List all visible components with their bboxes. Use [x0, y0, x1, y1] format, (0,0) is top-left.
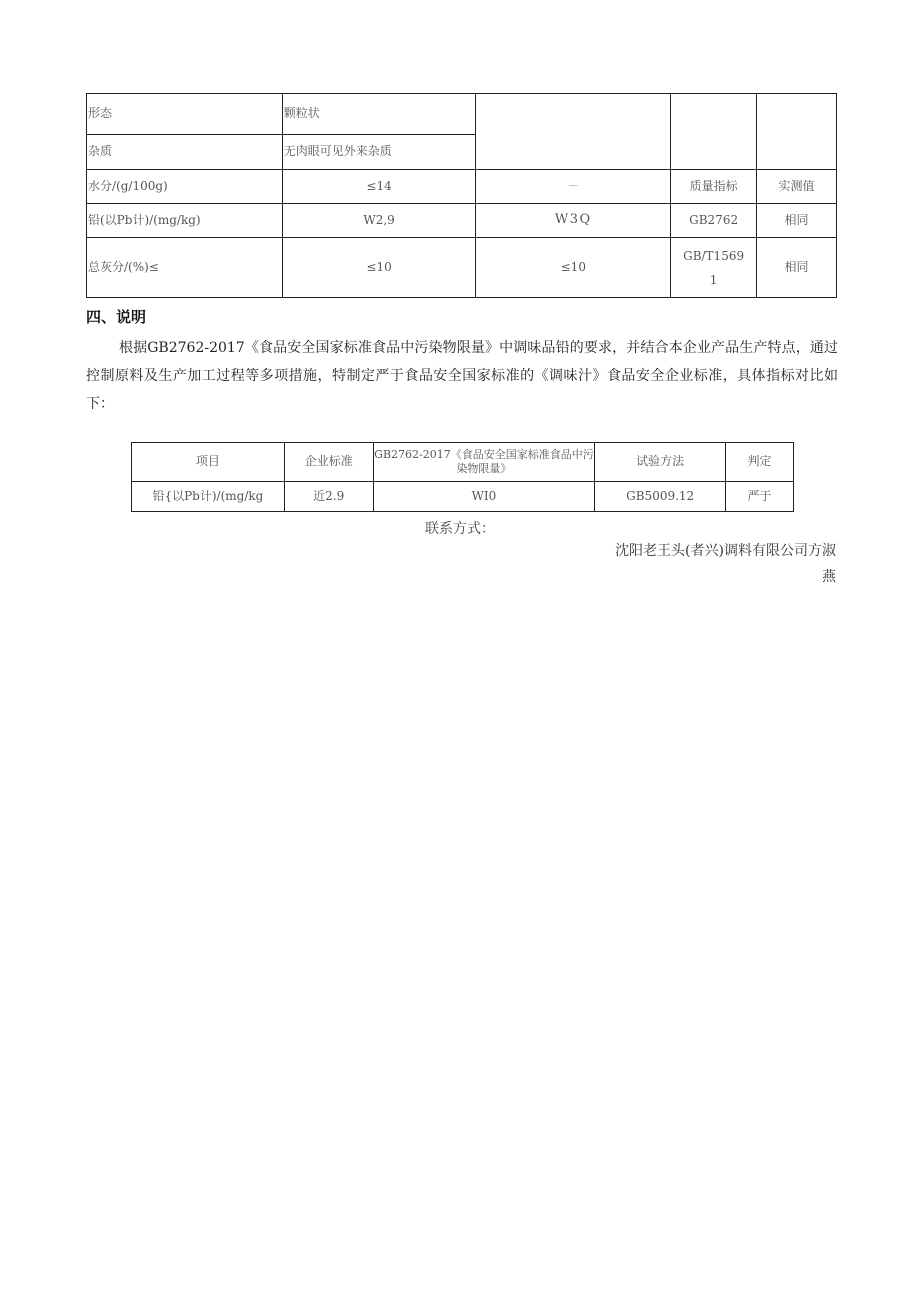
header-judgement: 判定 — [726, 443, 794, 482]
header-enterprise: 企业标准 — [284, 443, 373, 482]
table-row — [87, 204, 837, 238]
cell-result: 相同 — [757, 238, 837, 298]
cell-enterprise: 近2.9 — [284, 482, 373, 512]
section-paragraph: 根据GB2762-2017《食品安全国家标准食品中污染物限量》中调味品铅的要求，并结合本企业产品生产特点，通过控制原料及生产加工过程等多项措施，特制定严于食品安全国家标准的《调味汁》食品安全企业标准，具体指标对比如下： — [86, 340, 838, 412]
table-row — [87, 238, 837, 298]
cell-national: ≤10 — [476, 238, 671, 298]
standards-table — [86, 93, 837, 298]
cell-enterprise: W2,9 — [282, 204, 476, 238]
cell-method: 质量指标 — [671, 170, 757, 204]
cell-method: GB5009.12 — [595, 482, 726, 512]
cell-enterprise: ≤14 — [282, 170, 476, 204]
cell-judgement: 严于 — [726, 482, 794, 512]
cell-item: 铅{以Pb计)/(mg/kg — [132, 482, 285, 512]
cell-enterprise: ≤10 — [282, 238, 476, 298]
cell-item: 总灰分/(%)≤ — [87, 238, 283, 298]
cell-empty — [757, 94, 837, 170]
cell-enterprise: 无肉眼可见外来杂质 — [282, 135, 476, 170]
section-heading: 四、说明 — [86, 308, 147, 326]
cell-national: WI0 — [373, 482, 595, 512]
table-header-row — [132, 443, 794, 482]
cell-item: 水分/(g/100g) — [87, 170, 283, 204]
table-row — [87, 94, 837, 135]
cell-national: — — [476, 170, 671, 204]
signature-line-1: 沈阳老王头(者兴)调料有限公司方淑 — [615, 543, 836, 559]
cell-item: 形态 — [87, 94, 283, 135]
cell-result: 相同 — [757, 204, 837, 238]
cell-item: 铅(以Pb计)/(mg/kg) — [87, 204, 283, 238]
signature — [576, 538, 836, 590]
comparison-table — [131, 442, 794, 512]
method-line-2: 1 — [709, 272, 718, 287]
cell-enterprise: 颗粒状 — [282, 94, 476, 135]
cell-result: 实测值 — [757, 170, 837, 204]
header-method: 试验方法 — [595, 443, 726, 482]
table-row — [132, 482, 794, 512]
contact-label: 联系方式： — [425, 521, 495, 537]
header-national: GB2762-2017《食品安全国家标准食品中污染物限量》 — [373, 443, 595, 482]
table-row — [87, 170, 837, 204]
cell-empty — [476, 94, 671, 170]
cell-item: 杂质 — [87, 135, 283, 170]
method-line-1: GB/T1569 — [683, 248, 745, 263]
cell-national: W3Q — [476, 204, 671, 238]
header-item: 项目 — [132, 443, 285, 482]
cell-method: GB2762 — [671, 204, 757, 238]
signature-line-2: 燕 — [822, 569, 836, 585]
cell-method — [671, 238, 757, 298]
cell-empty — [671, 94, 757, 170]
